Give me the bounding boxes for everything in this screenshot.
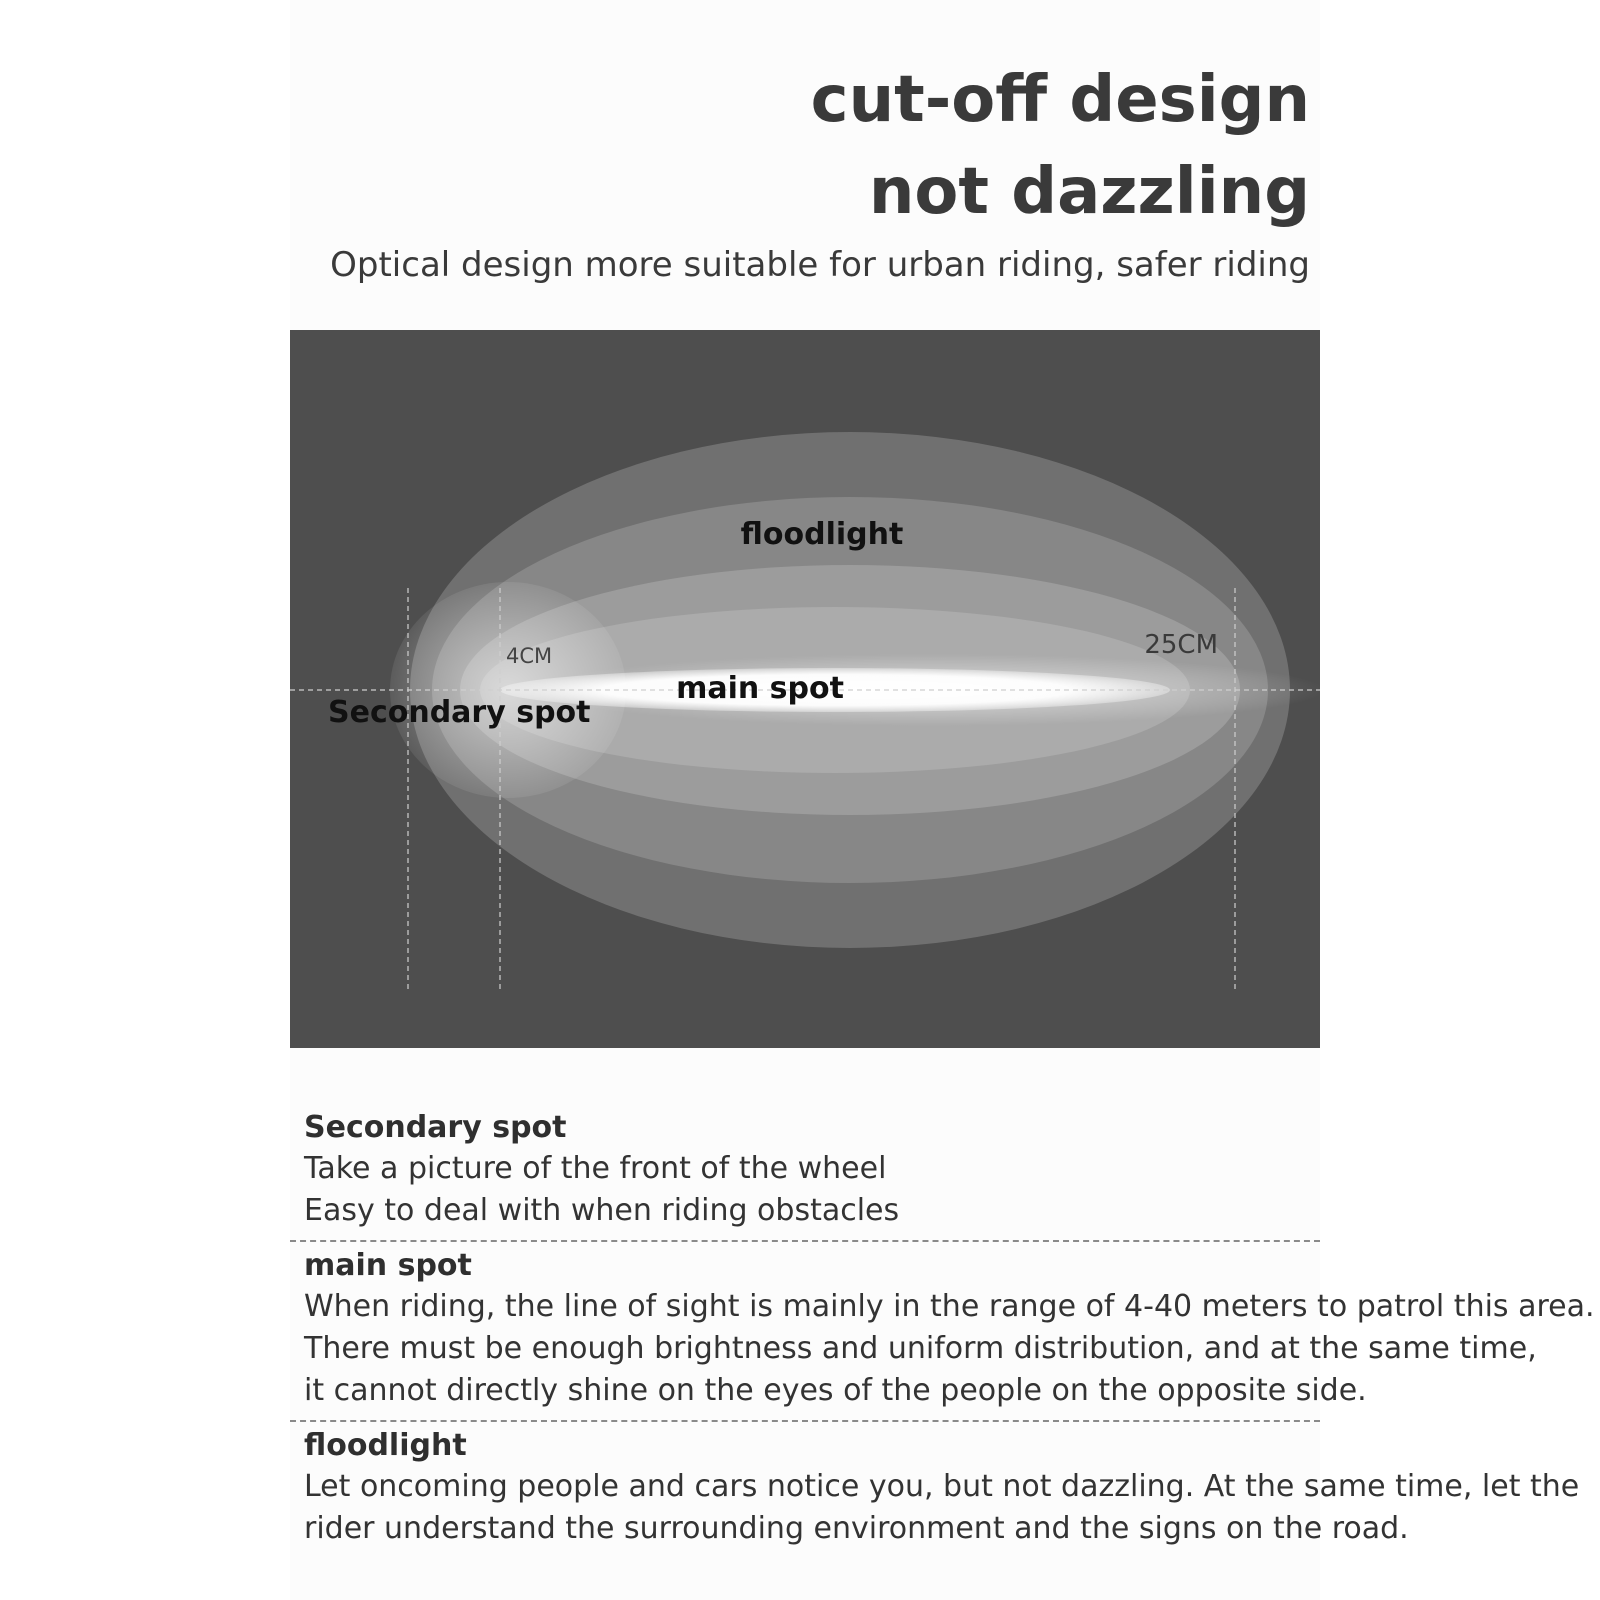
note-line: When riding, the line of sight is mainly in the range of 4-40 meters to patrol this area. [304,1289,1595,1324]
floodlight-label: floodlight [740,517,904,552]
note-floodlight [290,1426,1590,1550]
note-line: Let oncoming people and cars notice you, but not dazzling. At the same time, let the [304,1469,1580,1504]
dashed-divider [290,1240,1320,1242]
secondary-spot-label: Secondary spot [328,695,591,730]
note-line: it cannot directly shine on the eyes of the people on the opposite side. [304,1373,1367,1408]
far-distance-label: 25CM [1144,630,1218,660]
note-line: There must be enough brightness and uniform distribution, and at the same time, [304,1331,1537,1366]
note-main-spot [290,1246,1595,1412]
note-line: Easy to deal with when riding obstacles [304,1193,900,1228]
title-line-2: not dazzling [868,155,1310,229]
note-secondary-spot [290,1108,1590,1232]
subtitle: Optical design more suitable for urban riding, safer riding [330,245,1310,285]
main-spot-label: main spot [676,671,844,706]
note-line: rider understand the surrounding environment and the signs on the road. [304,1511,1409,1546]
near-distance-label: 4CM [506,644,553,668]
note-title: main spot [304,1248,472,1283]
beam-pattern-diagram [290,330,1320,1048]
note-line: Take a picture of the front of the wheel [304,1151,887,1186]
note-title: floodlight [304,1428,467,1463]
feature-notes [290,1108,1595,1550]
dashed-divider [290,1420,1320,1422]
note-title: Secondary spot [304,1110,567,1145]
title-line-1: cut-off design [810,63,1310,137]
